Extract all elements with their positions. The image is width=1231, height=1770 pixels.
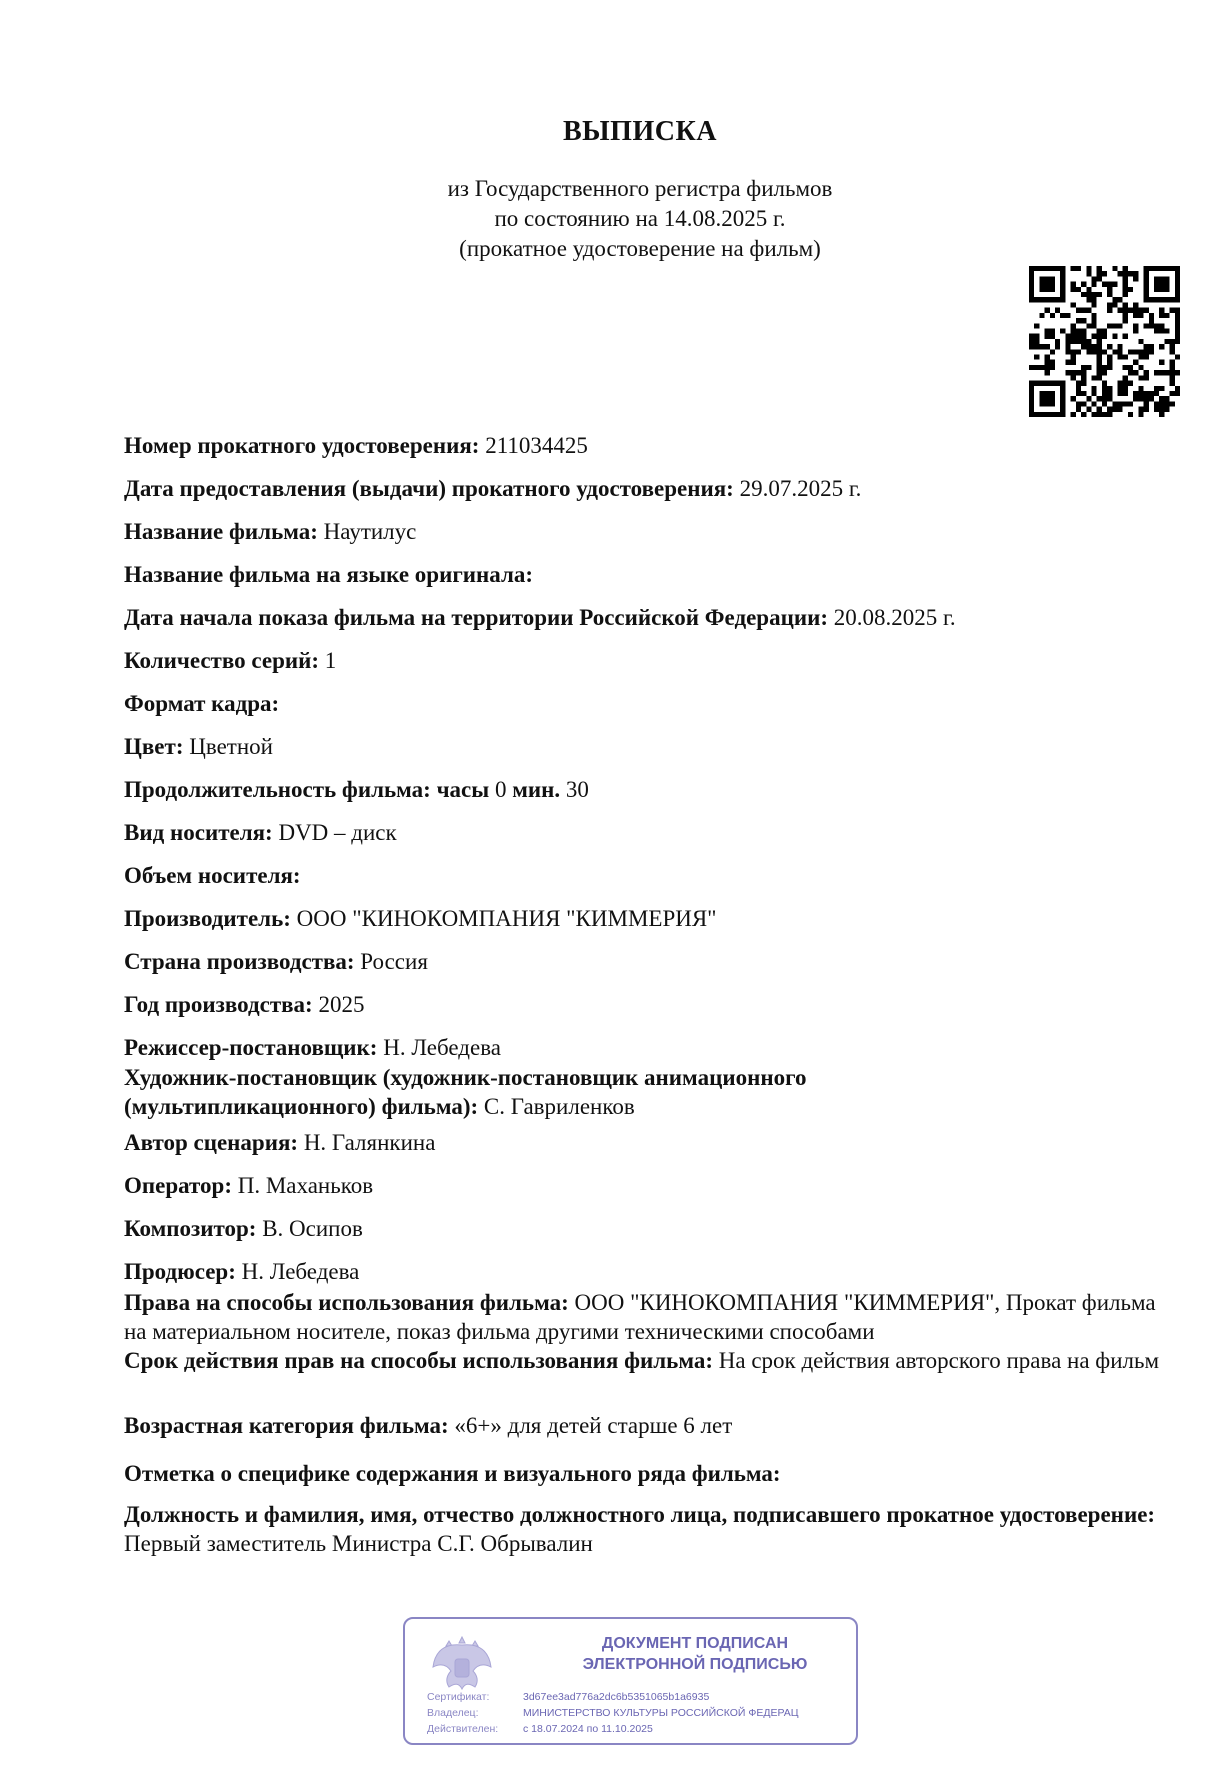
field-cert-number xyxy=(124,431,1164,460)
value: С. Гавриленков xyxy=(483,1094,635,1119)
label: Срок действия прав на способы использования фильма: xyxy=(124,1348,713,1373)
label: Художник-постановщик (художник-постановщик анимационного (мультипликационного) фильма): xyxy=(124,1065,807,1119)
stamp-line1: ДОКУМЕНТ ПОДПИСАН xyxy=(601,1635,789,1652)
label: Производитель: xyxy=(124,906,291,931)
label: Композитор: xyxy=(124,1216,257,1241)
minutes-label: мин. xyxy=(512,777,561,802)
stamp-owner-row xyxy=(427,1707,799,1719)
field-content-note xyxy=(124,1459,1164,1488)
value: Н. Галянкина xyxy=(303,1130,436,1155)
cert-label: Сертификат: xyxy=(427,1691,490,1703)
field-release-date xyxy=(124,603,1164,632)
field-rights xyxy=(124,1288,1164,1346)
label: Формат кадра: xyxy=(124,691,280,716)
label: Количество серий: xyxy=(124,648,320,673)
value: Россия xyxy=(360,949,428,974)
field-producer-company xyxy=(124,904,1164,933)
field-media-type xyxy=(124,818,1164,847)
value: П. Маханьков xyxy=(237,1173,374,1198)
value: Цветной xyxy=(189,734,273,759)
hours-label: часы xyxy=(436,777,490,802)
field-age-rating xyxy=(124,1411,1164,1440)
value: «6+» для детей старше 6 лет xyxy=(454,1413,733,1438)
field-producer xyxy=(124,1257,1164,1286)
label: Продюсер: xyxy=(124,1259,236,1284)
electronic-signature-stamp xyxy=(403,1617,858,1745)
label: Дата предоставления (выдачи) прокатного удостоверения: xyxy=(124,476,734,501)
field-original-title xyxy=(124,560,1164,589)
label: Год производства: xyxy=(124,992,313,1017)
field-year xyxy=(124,990,1164,1019)
field-operator xyxy=(124,1171,1164,1200)
label: Вид носителя: xyxy=(124,820,273,845)
field-media-volume xyxy=(124,861,1164,890)
label: Режиссер-постановщик: xyxy=(124,1035,378,1060)
owner-label: Владелец: xyxy=(427,1707,479,1719)
field-film-title xyxy=(124,517,1164,546)
valid-value: с 18.07.2024 по 11.10.2025 xyxy=(523,1723,653,1735)
minutes-value: 30 xyxy=(565,777,589,802)
label: Страна производства: xyxy=(124,949,355,974)
label: Автор сценария: xyxy=(124,1130,299,1155)
value: Н. Лебедева xyxy=(241,1259,360,1284)
subtitle-registry: из Государственного регистра фильмов xyxy=(447,176,833,201)
field-episodes xyxy=(124,646,1164,675)
valid-label: Действителен: xyxy=(427,1723,499,1735)
value: 29.07.2025 г. xyxy=(739,476,862,501)
value: Первый заместитель Министра С.Г. Обрывалин xyxy=(124,1531,593,1556)
value: Н. Лебедева xyxy=(383,1035,501,1060)
value: ООО "КИНОКОМПАНИЯ "КИММЕРИЯ", Прокат фильма на материальном носителе, показ фильма другими техническими способами xyxy=(124,1290,1156,1344)
cert-value: 3d67ee3ad776a2dc6b5351065b1a6935 xyxy=(523,1691,710,1703)
label: Продолжительность фильма: xyxy=(124,777,431,802)
document-title: ВЫПИСКА xyxy=(563,116,717,147)
value: 2025 xyxy=(318,992,365,1017)
label: Объем носителя: xyxy=(124,863,301,888)
label: Права на способы использования фильма: xyxy=(124,1290,569,1315)
value: 20.08.2025 г. xyxy=(833,605,956,630)
field-frame-format xyxy=(124,689,1164,718)
label: Название фильма: xyxy=(124,519,318,544)
value: Наутилус xyxy=(323,519,417,544)
subtitle-type: (прокатное удостоверение на фильм) xyxy=(459,236,821,261)
value: 1 xyxy=(324,648,337,673)
value: В. Осипов xyxy=(262,1216,363,1241)
field-screenwriter xyxy=(124,1128,1164,1157)
field-composer xyxy=(124,1214,1164,1243)
field-issue-date xyxy=(124,474,1164,503)
field-country xyxy=(124,947,1164,976)
field-art-director xyxy=(124,1063,944,1121)
value: DVD – диск xyxy=(278,820,397,845)
stamp-cert-row xyxy=(427,1691,709,1703)
value: На срок действия авторского права на фильм xyxy=(718,1348,1160,1373)
owner-value: МИНИСТЕРСТВО КУЛЬТУРЫ РОССИЙСКОЙ ФЕДЕРАЦ xyxy=(523,1707,799,1719)
subtitle-date: по состоянию на 14.08.2025 г. xyxy=(494,206,786,231)
field-director xyxy=(124,1033,1164,1062)
qr-code xyxy=(1029,266,1180,417)
label: Цвет: xyxy=(124,734,184,759)
coat-of-arms-icon xyxy=(427,1627,497,1699)
label: Должность и фамилия, имя, отчество должностного лица, подписавшего прокатное удостоверение: xyxy=(124,1502,1156,1527)
field-duration xyxy=(124,775,1164,804)
label: Номер прокатного удостоверения: xyxy=(124,433,480,458)
label: Оператор: xyxy=(124,1173,232,1198)
hours-value: 0 xyxy=(494,777,507,802)
value: 211034425 xyxy=(485,433,588,458)
label: Возрастная категория фильма: xyxy=(124,1413,449,1438)
stamp-valid-row xyxy=(427,1723,653,1735)
value: ООО "КИНОКОМПАНИЯ "КИММЕРИЯ" xyxy=(296,906,717,931)
stamp-line2: ЭЛЕКТРОННОЙ ПОДПИСЬЮ xyxy=(582,1656,808,1673)
field-signatory xyxy=(124,1500,1164,1558)
field-rights-term xyxy=(124,1346,1164,1375)
field-color xyxy=(124,732,1164,761)
label: Название фильма на языке оригинала: xyxy=(124,562,534,587)
label: Дата начала показа фильма на территории Российской Федерации: xyxy=(124,605,829,630)
label: Отметка о специфике содержания и визуального ряда фильма: xyxy=(124,1461,781,1486)
